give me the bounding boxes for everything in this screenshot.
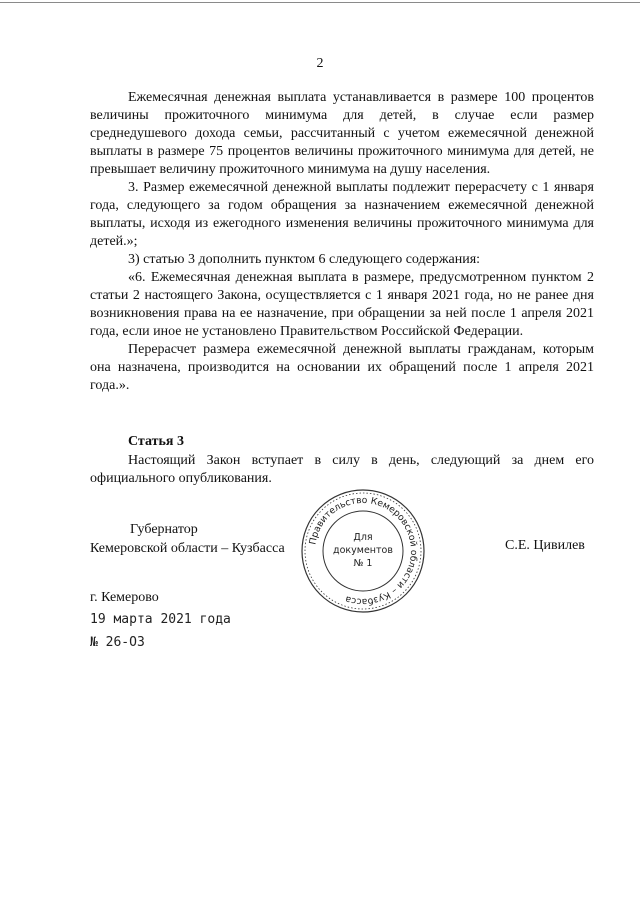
seal-center-line3: № 1 bbox=[353, 558, 373, 569]
document-body bbox=[90, 89, 594, 395]
page-number: 2 bbox=[316, 56, 324, 71]
seal-center-line2: документов bbox=[333, 545, 393, 556]
article-body bbox=[90, 452, 594, 488]
article-heading: Статья 3 bbox=[128, 434, 184, 449]
paragraph-monthly-payment: Ежемесячная денежная выплата устанавливается в размере 100 процентов величины прожиточного минимума для детей, в случае если размер среднедушевого дохода семьи, рассчитанный с учетом ежемесячной денежной выплаты в размере 75 процентов величины прожиточного минимума для детей, не превышает величину прожиточного минимума на душу населения. bbox=[90, 90, 594, 177]
signatory-name: С.Е. Цивилев bbox=[505, 538, 585, 553]
signatory-title-line2: Кемеровской области – Кузбасса bbox=[90, 541, 285, 556]
seal-center-line1: Для bbox=[353, 532, 373, 543]
article-text: Настоящий Закон вступает в силу в день, следующий за днем его официального опубликования. bbox=[90, 453, 594, 486]
paragraph-article3-amendment: 3) статью 3 дополнить пунктом 6 следующего содержания: bbox=[128, 252, 481, 267]
signatory-title bbox=[90, 520, 285, 558]
paragraph-point6: «6. Ежемесячная денежная выплата в размере, предусмотренном пунктом 2 статьи 2 настоящего Закона, осуществляется с 1 января 2021 года, но не ранее дня возникновения права на ее назначение, при обращении за ней после 1 апреля 2021 года, если иное не установлено Правительством Российской Федерации. bbox=[90, 270, 594, 339]
document-number: № 26-ОЗ bbox=[90, 635, 145, 650]
top-border-line bbox=[0, 2, 640, 3]
seal-ring-text: Правительство Кемеровской области – Кузбасса bbox=[307, 494, 420, 608]
document-date: 19 марта 2021 года bbox=[90, 612, 231, 627]
paragraph-recalculation: 3. Размер ежемесячной денежной выплаты подлежит перерасчету с 1 января года, следующего за годом обращения за назначением ежемесячной денежной выплаты, исходя из ежегодного изменения величины прожиточного минимума для детей.»; bbox=[90, 180, 594, 249]
paragraph-recalculation-after: Перерасчет размера ежемесячной денежной выплаты гражданам, которым она назначена, производится на основании их обращений после 1 апреля 2021 года.». bbox=[90, 342, 594, 393]
city-line: г. Кемерово bbox=[90, 590, 159, 605]
signatory-title-line1: Губернатор bbox=[130, 522, 198, 537]
official-seal bbox=[298, 486, 428, 616]
